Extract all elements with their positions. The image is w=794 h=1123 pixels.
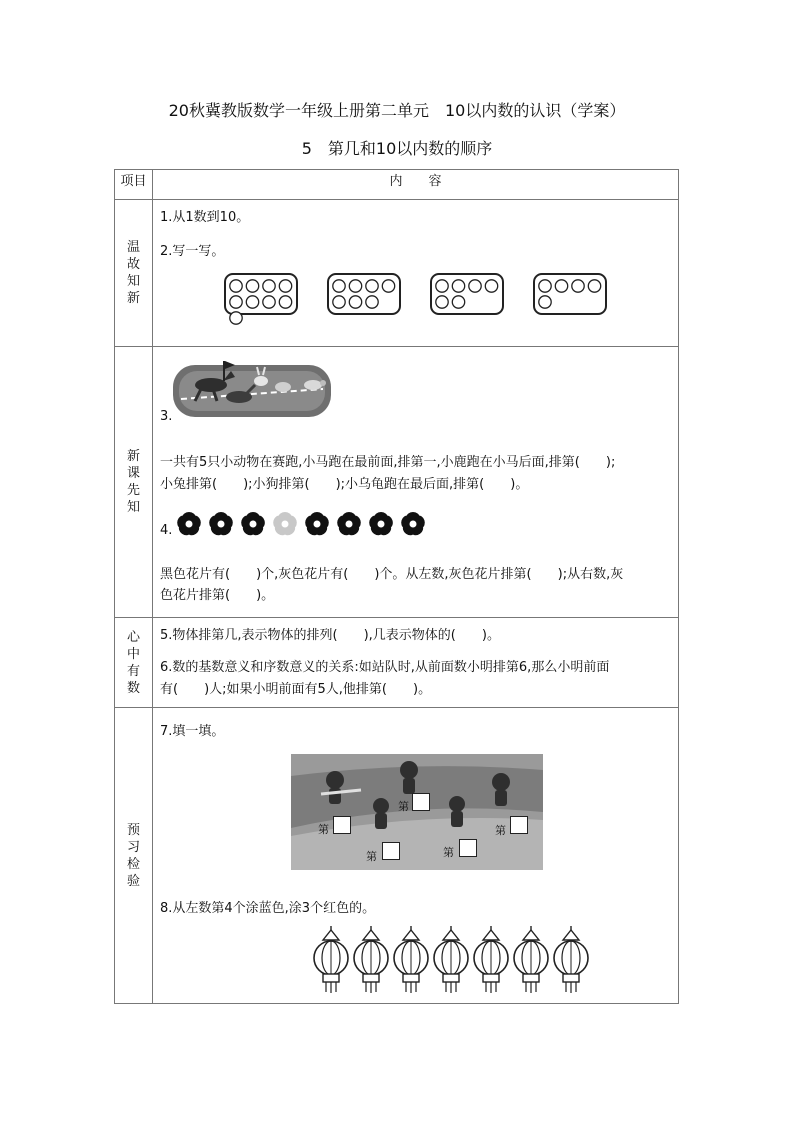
dot [588,280,600,292]
question-4-line-1: 黑色花片有( )个,灰色花片有( )个。从左数,灰色花片排第( );从右数,灰 [160,567,624,582]
question-8: 8.从左数第4个涂蓝色,涂3个红色的。 [160,901,376,916]
dot-frame [225,274,297,324]
section-mind [115,618,679,708]
new-content [153,347,679,618]
dot-frame [534,274,606,314]
running-kids-illustration [291,754,543,870]
black-flower-chip [336,512,363,538]
dot-frame [431,274,503,314]
rank-answer-box[interactable] [459,839,477,857]
question-2: 2.写一写。 [160,244,225,259]
section-label-preview: 预 习 检 验 [115,708,153,1004]
lantern[interactable] [314,926,348,993]
mind-content [153,618,679,708]
lantern[interactable] [434,926,468,993]
question-3-number: 3. [160,409,173,424]
rank-answer-box[interactable] [333,816,351,834]
rank-label: 第 [318,823,329,836]
lantern[interactable] [474,926,508,993]
dot-frame [328,274,400,314]
question-1: 1.从1数到10。 [160,210,250,225]
race-animals-illustration [173,359,333,421]
dot [436,296,448,308]
dot [263,280,275,292]
black-flower-chip [400,512,427,538]
rank-answer-box[interactable] [510,816,528,834]
lantern[interactable] [394,926,428,993]
dot [469,280,481,292]
lantern[interactable] [554,926,588,993]
question-4-number: 4. [160,523,173,538]
dot [279,280,291,292]
question-7: 7.填一填。 [160,724,225,739]
dot [366,280,378,292]
dot [366,296,378,308]
dot [572,280,584,292]
question-4-line-2: 色花片排第( )。 [160,588,275,603]
dot [230,296,242,308]
header-content: 内 容 [153,170,679,200]
preview-content [153,708,679,1004]
rank-answer-box[interactable] [412,793,430,811]
black-flower-chip [208,512,235,538]
section-review [115,200,679,347]
dot [452,296,464,308]
review-content [153,200,679,347]
lantern[interactable] [514,926,548,993]
question-5: 5.物体排第几,表示物体的排列( ),几表示物体的( )。 [160,628,500,643]
dot [230,280,242,292]
black-flower-chip [304,512,331,538]
question-3-line-2: 小兔排第( );小狗排第( );小乌龟跑在最后面,排第( )。 [160,477,529,492]
ten-frame-row [153,272,679,332]
rank-label: 第 [366,850,377,863]
lantern-row [311,926,601,996]
page-title: 20秋冀教版数学一年级上册第二单元 10以内数的认识（学案） [168,101,626,120]
dot [539,296,551,308]
dot [382,280,394,292]
section-label-new: 新 课 先 知 [115,347,153,618]
dot [539,280,551,292]
section-label-review: 温 故 知 新 [115,200,153,347]
black-flower-chip [176,512,203,538]
black-flower-chip [368,512,395,538]
rank-label: 第 [443,846,454,859]
dot [349,296,361,308]
section-new [115,347,679,618]
dot [333,296,345,308]
dot [333,280,345,292]
question-6-line-2: 有( )人;如果小明前面有5人,他排第( )。 [160,682,432,697]
flower-chips-row [173,507,443,541]
rank-label: 第 [398,800,409,813]
dot [230,312,242,324]
rank-label: 第 [495,824,506,837]
dot [246,296,258,308]
black-flower-chip [240,512,267,538]
dot [485,280,497,292]
rank-answer-box[interactable] [382,842,400,860]
section-label-mind: 心 中 有 数 [115,618,153,708]
lantern[interactable] [354,926,388,993]
header-item: 项目 [115,170,153,200]
question-6-line-1: 6.数的基数意义和序数意义的关系:如站队时,从前面数小明排第6,那么小明前面 [160,660,610,675]
section-preview [115,708,679,1004]
dot [263,296,275,308]
table-header-row [115,170,679,200]
dot [452,280,464,292]
gray-flower-chip [272,512,299,538]
dot [349,280,361,292]
dot [555,280,567,292]
question-3-line-1: 一共有5只小动物在赛跑,小马跑在最前面,排第一,小鹿跑在小马后面,排第( ); [160,455,616,470]
worksheet-table [114,169,679,1004]
lesson-subtitle: 5 第几和10以内数的顺序 [301,139,493,158]
dot [246,280,258,292]
dot [279,296,291,308]
dot [436,280,448,292]
